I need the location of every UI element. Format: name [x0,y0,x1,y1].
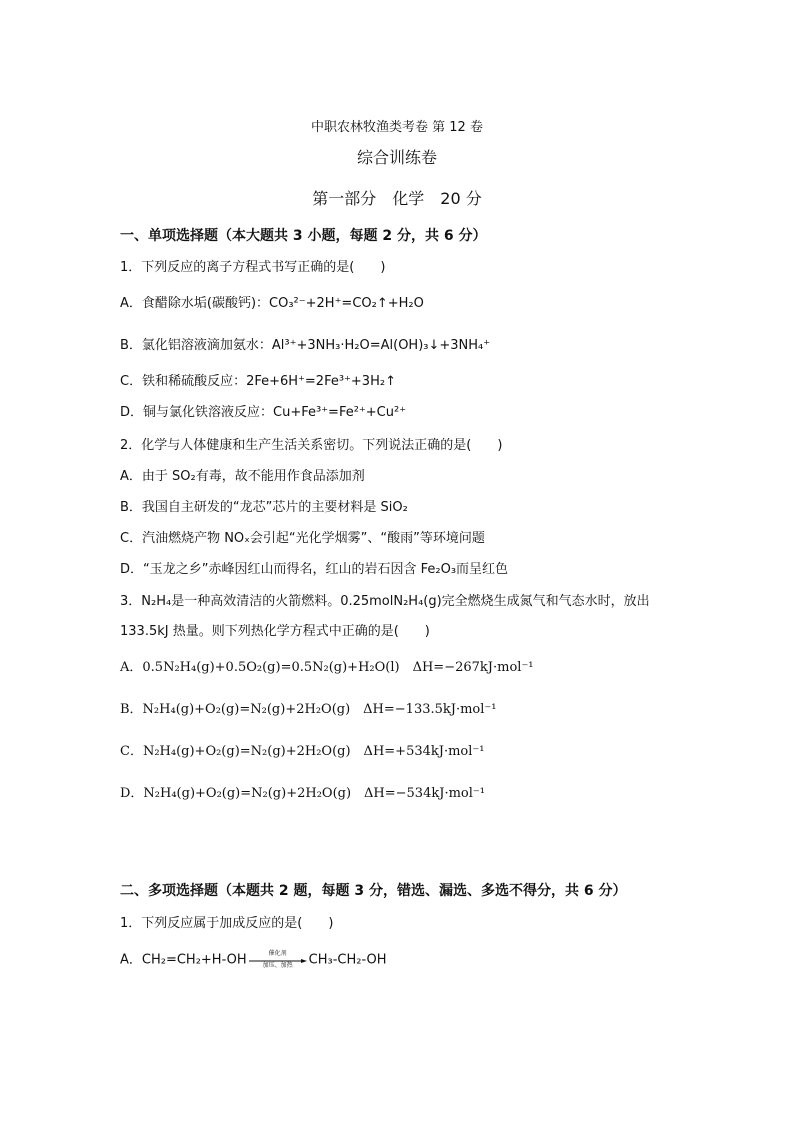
q3-stem-line2: 133.5kJ 热量。则下列热化学方程式中正确的是( ) [120,624,430,639]
q2-option-b: B．我国自主研发的“龙芯”芯片的主要材料是 SiO₂ [120,500,408,515]
q2-stem: 2．化学与人体健康和生产生活关系密切。下列说法正确的是( ) [120,438,503,453]
s2-q1-stem: 1．下列反应属于加成反应的是( ) [120,916,334,931]
q3-option-a: A．0.5N₂H₄(g)+0.5O₂(g)=0.5N₂(g)+H₂O(l) ΔH=−267kJ·mol⁻¹ [120,660,534,675]
exam-title: 中职农林牧渔类考卷 第 12 卷 [311,120,483,135]
q3-option-b: B．N₂H₄(g)+O₂(g)=N₂(g)+2H₂O(g) ΔH=−133.5kJ·mol⁻¹ [120,702,497,717]
q2-option-a: A．由于 SO₂有毒，故不能用作食品添加剂 [120,469,365,484]
q3-option-d: D．N₂H₄(g)+O₂(g)=N₂(g)+2H₂O(g) ΔH=−534kJ·mol⁻¹ [120,786,485,801]
arrow-condition-bottom: 加压、加热 [262,962,293,969]
s2-q1-option-a-product: CH₃-CH₂-OH [308,952,387,968]
q1-option-b: B．氯化铝溶液滴加氨水：Al³⁺+3NH₃·H₂O=Al(OH)₃↓+3NH₄⁺ [120,338,491,353]
q1-option-c: C．铁和稀硫酸反应：2Fe+6H⁺=2Fe³⁺+3H₂↑ [120,374,396,389]
q2-option-c: C．汽油燃烧产物 NOₓ会引起“光化学烟雾”、“酸雨”等环境问题 [120,531,485,546]
part-title: 第一部分 化学 20 分 [312,189,482,208]
q2-option-d: D．“玉龙之乡”赤峰因红山而得名，红山的岩石因含 Fe₂O₃而呈红色 [120,562,509,577]
q3-stem-line1: 3．N₂H₄是一种高效清洁的火箭燃料。0.25molN₂H₄(g)完全燃烧生成氮气和气态水时，放出 [120,594,650,609]
q1-stem: 1．下列反应的离子方程式书写正确的是( ) [120,260,386,275]
subtitle: 综合训练卷 [356,148,437,167]
section2-heading: 二、多项选择题（本题共 2 题，每题 3 分，错选、漏选、多选不得分，共 6 分） [120,883,627,899]
s2-q1-option-a-reactants: A．CH₂=CH₂+H-OH [120,952,247,968]
q3-option-c: C．N₂H₄(g)+O₂(g)=N₂(g)+2H₂O(g) ΔH=+534kJ·mol⁻¹ [120,744,485,759]
reaction-arrow [249,950,307,970]
s2-q1-option-a [120,950,387,971]
section1-heading: 一、单项选择题（本大题共 3 小题，每题 2 分，共 6 分） [120,228,487,244]
q1-option-a: A．食醋除水垢(碳酸钙)：CO₃²⁻+2H⁺=CO₂↑+H₂O [120,296,424,311]
arrow-condition-top: 催化剂 [268,950,287,957]
q1-option-d: D．铜与氯化铁溶液反应：Cu+Fe³⁺=Fe²⁺+Cu²⁺ [120,405,407,420]
